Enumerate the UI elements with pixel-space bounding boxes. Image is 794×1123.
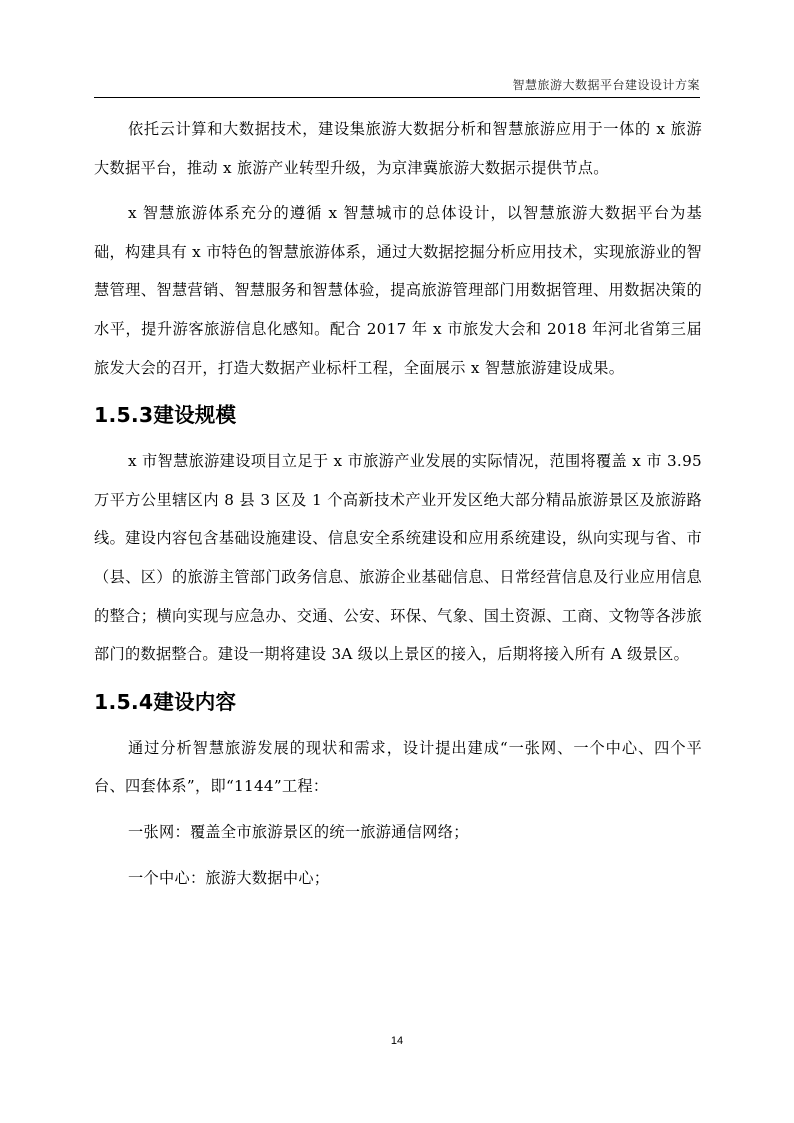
page-header bbox=[94, 68, 700, 98]
header-title: 智慧旅游大数据平台建设设计方案 bbox=[512, 78, 700, 92]
section-153-body: x 市智慧旅游建设项目立足于 x 市旅游产业发展的实际情况，范围将覆盖 x 市 3.95 万平方公里辖区内 8 县 3 区及 1 个高新技术产业开发区绝大部分精品旅游景区及旅游路线。建设内容包含基础设施建设、信息安全系统建设和应用系统建设，纵向实现与省、市（县、区）的旅游主管部门政务信息、旅游企业基础信息、日常经营信息及行业应用信息的整合；横向实现与应急办、交通、公安、环保、气象、国土资源、工商、文物等各涉旅部门的数据整合。建设一期将建设 3A 级以上景区的接入，后期将接入所有 A 级景区。 bbox=[94, 452, 702, 664]
section-heading-153: 1.5.3建设规模 bbox=[94, 403, 237, 428]
section-heading-154: 1.5.4建设内容 bbox=[94, 689, 237, 714]
section-154-intro: 通过分析智慧旅游发展的现状和需求，设计提出建成“一张网、一个中心、四个平台、四套体系”，即“1144”工程： bbox=[94, 738, 702, 796]
document-body bbox=[94, 110, 702, 897]
section-154-item-center: 一个中心：旅游大数据中心； bbox=[128, 868, 330, 887]
page-number: 14 bbox=[390, 1035, 404, 1047]
intro-paragraph-2: x 智慧旅游体系充分的遵循 x 智慧城市的总体设计，以智慧旅游大数据平台为基础，构建具有 x 市特色的智慧旅游体系，通过大数据挖掘分析应用技术，实现旅游业的智慧管理、智慧营销、智慧服务和智慧体验，提高旅游管理部门用数据管理、用数据决策的水平，提升游客旅游信息化感知。配合 2017 年 x 市旅发大会和 2018 年河北省第三届旅发大会的召开，打造大数据产业标杆工程，全面展示 x 智慧旅游建设成果。 bbox=[94, 204, 702, 377]
section-154-item-network: 一张网：覆盖全市旅游景区的统一旅游通信网络； bbox=[128, 822, 469, 841]
intro-paragraph-1: 依托云计算和大数据技术，建设集旅游大数据分析和智慧旅游应用于一体的 x 旅游大数据平台，推动 x 旅游产业转型升级，为京津冀旅游大数据示提供节点。 bbox=[94, 120, 702, 177]
